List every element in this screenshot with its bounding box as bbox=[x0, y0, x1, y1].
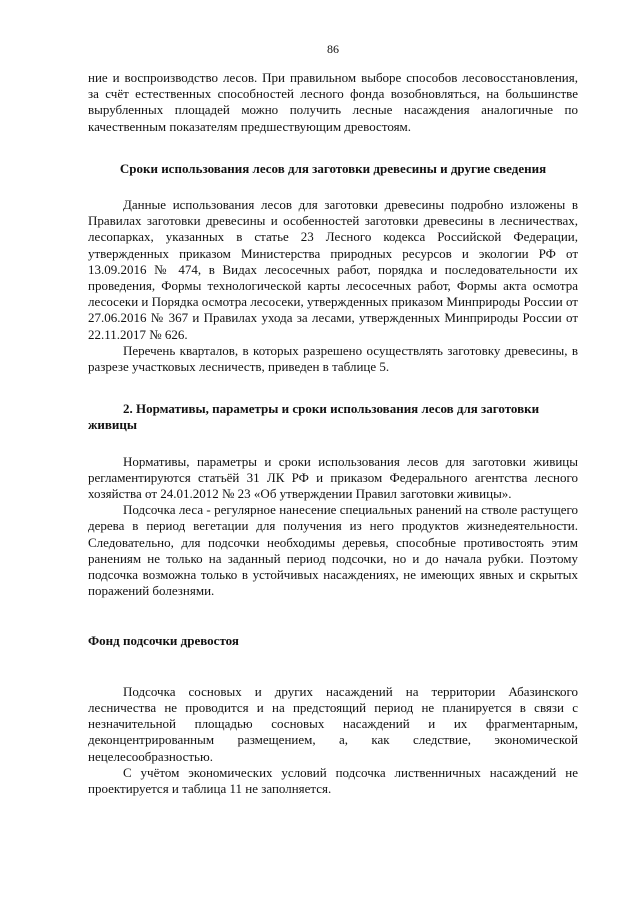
paragraph-timber-rules: Данные использования лесов для заготовки древесины подробно изложены в Правилах заготовки древесины и особенностей заготовки древесины в лесничествах, лесопарках, указанных в статье 23 Лесного кодекса Российской Федерации, утвержденных приказом Министерства природных ресурсов и экологии РФ от 13.09.2016 № 474, в Видах лесосечных работ, порядка и последовательности их проведения, Формы технологической карты лесосечных работ, Формы акта осмотра лесосеки и Порядка осмотра лесосеки, утвержденных приказом Минприроды России от 27.06.2016 № 367 и Правилах ухода за лесами, утвержденных Минприроды России от 22.11.2017 № 626. bbox=[88, 197, 578, 342]
paragraph-tapping-definition: Подсочка леса - регулярное нанесение специальных ранений на стволе растущего дерева в период вегетации для получения из него продуктов жизнедеятельности. Следовательно, для подсочки необходимы деревья, способные противостоять этим ранениям не только на заданный период подсочки, но и до начала рубки. Поэтому подсочка возможна только в устойчивых насаждениях, не имеющих явных и скрытых поражений болезнями. bbox=[88, 502, 578, 599]
page-content bbox=[88, 70, 578, 797]
heading-timber-harvest-terms: Сроки использования лесов для заготовки древесины и другие сведения bbox=[119, 160, 547, 176]
paragraph-quarters-list: Перечень кварталов, в которых разрешено осуществлять заготовку древесины, в разрезе участковых лесничеств, приведен в таблице 5. bbox=[88, 342, 578, 375]
page-number: 86 bbox=[327, 42, 339, 56]
heading-tapping-fund: Фонд подсочки древостоя bbox=[88, 633, 239, 649]
paragraph-resin-regulation: Нормативы, параметры и сроки использования лесов для заготовки живицы регламентируются статьёй 31 ЛК РФ и приказом Федерального агентства лесного хозяйства от 24.01.2012 № 23 «Об утверждении Правил заготовки живицы». bbox=[88, 453, 578, 502]
paragraph-tapping-not-planned: Подсочка сосновых и других насаждений на территории Абазинского лесничества не проводится и на предстоящий период не планируется в связи с незначительной площадью сосновых насаждений и их фрагментарным, деконцентрированным размещением, а, как следствие, экономической нецелесообразностью. bbox=[88, 683, 578, 764]
heading-resin-norms: 2. Нормативы, параметры и сроки использования лесов для заготовки живицы bbox=[88, 401, 540, 433]
paragraph-reforestation-end: ние и воспроизводство лесов. При правильном выборе способов лесовосстановления, за счёт естественных способностей лесного фонда возобновляться, на большинстве вырубленных площадей можно получить лесные насаждения аналогичные по качественным показателям предшествующим древостоям. bbox=[88, 70, 578, 134]
paragraph-larch-tapping: С учётом экономических условий подсочка лиственничных насаждений не проектируется и таблица 11 не заполняется. bbox=[88, 764, 578, 796]
